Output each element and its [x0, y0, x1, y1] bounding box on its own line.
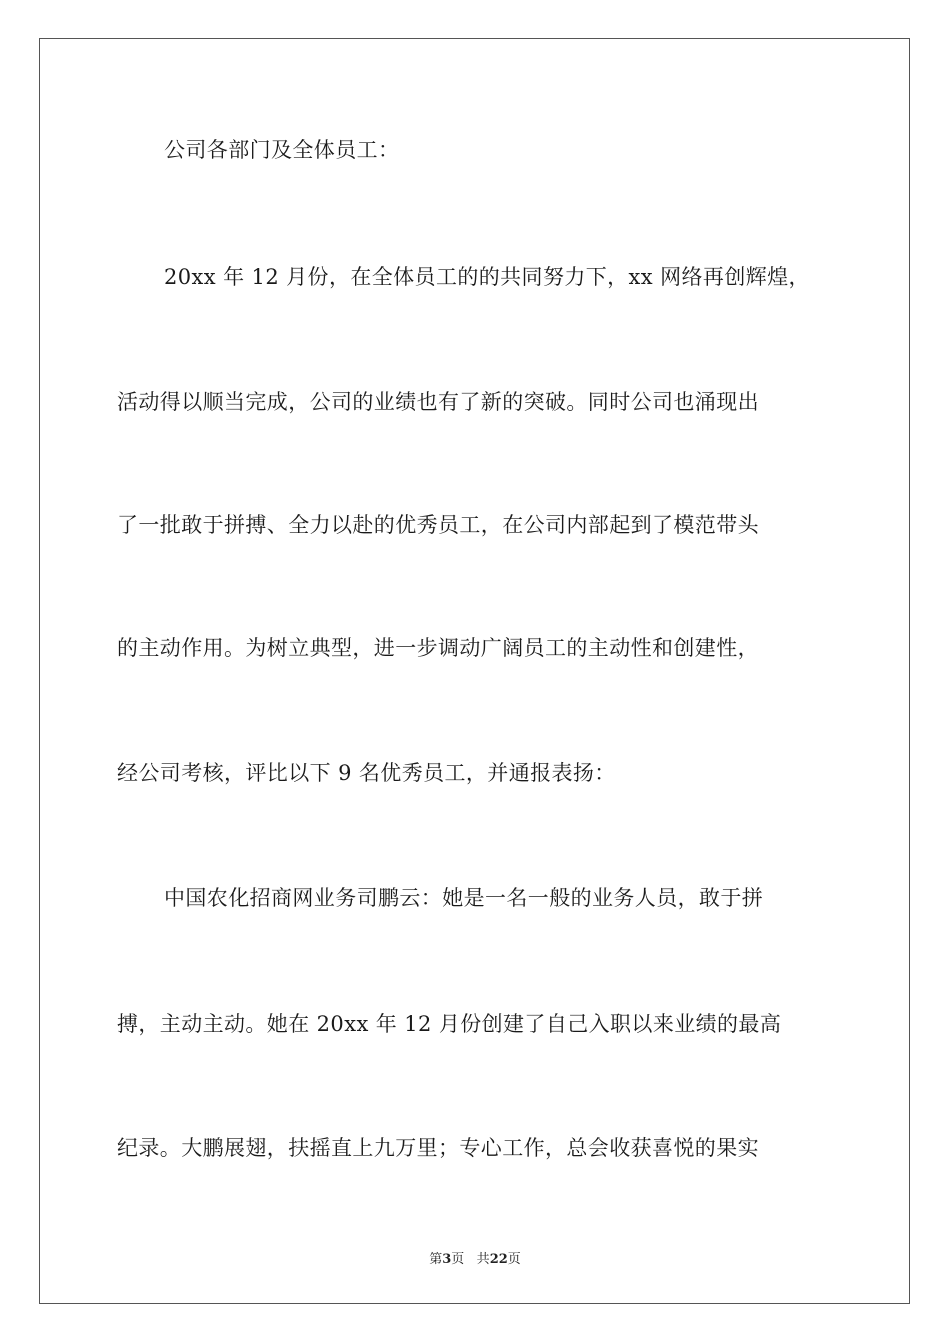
paragraph-line: 活动得以顺当完成，公司的业绩也有了新的突破。同时公司也涌现出 [117, 390, 759, 414]
paragraph-line: 20xx 年 12 月份，在全体员工的的共同努力下，xx 网络再创辉煌， [164, 265, 810, 289]
page-suffix: 页 [451, 1252, 465, 1267]
page-prefix: 第 [429, 1252, 443, 1267]
current-page-number: 3 [442, 1252, 452, 1267]
total-prefix: 共 [476, 1252, 490, 1267]
paragraph-line: 经公司考核，评比以下 9 名优秀员工，并通报表扬： [117, 761, 616, 785]
paragraph-line: 的主动作用。为树立典型，进一步调动广阔员工的主动性和创建性， [117, 636, 759, 660]
page-footer [0, 1248, 950, 1267]
total-suffix: 页 [507, 1252, 521, 1267]
total-pages-number: 22 [489, 1252, 508, 1267]
paragraph-line: 搏，主动主动。她在 20xx 年 12 月份创建了自己入职以来业绩的最高 [117, 1012, 782, 1036]
paragraph-line: 纪录。大鹏展翅，扶摇直上九万里；专心工作，总会收获喜悦的果实 [117, 1136, 759, 1160]
paragraph-line: 中国农化招商网业务司鹏云：她是一名一般的业务人员，敢于拼 [164, 886, 764, 910]
page-frame [39, 38, 910, 1304]
paragraph-line: 了一批敢于拼搏、全力以赴的优秀员工，在公司内部起到了模范带头 [117, 513, 759, 537]
salutation-line: 公司各部门及全体员工： [164, 138, 400, 162]
